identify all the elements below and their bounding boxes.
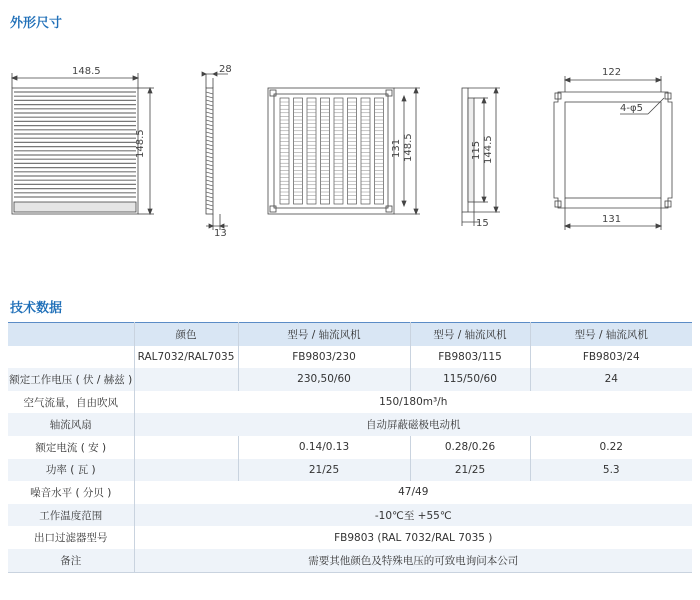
side-depth-label: 28 xyxy=(219,64,232,75)
table-row xyxy=(8,346,692,369)
table-row xyxy=(8,413,692,436)
table-row xyxy=(8,504,692,527)
table-row xyxy=(8,459,692,482)
cutout-width-label: 122 xyxy=(602,67,622,78)
table-row xyxy=(8,549,692,572)
filter-side-depth-label: 15 xyxy=(476,218,489,229)
table-cell: 0.22 xyxy=(530,436,692,459)
table-cell: 24 xyxy=(530,368,692,391)
table-cell xyxy=(134,368,238,391)
table-cell: 自动屏蔽磁极电动机 xyxy=(134,413,692,436)
dimensions-title: 外形尺寸 xyxy=(10,16,63,31)
table-cell: 21/25 xyxy=(238,459,410,482)
filter-side-outer-label: 144.5 xyxy=(483,135,494,164)
filter-inner-height-label: 131 xyxy=(391,138,402,158)
fan-height-label: 148.5 xyxy=(135,129,146,158)
table-cell: 150/180m³/h xyxy=(134,391,692,414)
row-label: 出口过滤器型号 xyxy=(34,532,108,545)
header-cell: 型号 / 轴流风机 xyxy=(410,323,530,346)
table-cell: 47/49 xyxy=(134,481,692,504)
fan-side-view xyxy=(202,72,228,230)
row-label: 轴流风扇 xyxy=(49,419,92,432)
filter-side-inner-label: 115 xyxy=(471,140,482,160)
table-row xyxy=(8,436,692,459)
table-row xyxy=(8,368,692,391)
header-cell: 型号 / 轴流风机 xyxy=(530,323,692,346)
fan-front-view xyxy=(12,73,154,214)
table-cell: 0.14/0.13 xyxy=(238,436,410,459)
table-cell: FB9803/230 xyxy=(238,346,410,369)
table-cell: 21/25 xyxy=(410,459,530,482)
filter-outer-height-label: 148.5 xyxy=(403,133,414,162)
table-cell: FB9803/24 xyxy=(530,346,692,369)
table-cell: 115/50/60 xyxy=(410,368,530,391)
dimension-drawings xyxy=(0,40,700,250)
side-flange-label: 13 xyxy=(214,228,227,239)
table-cell: 需要其他颜色及特殊电压的可致电询问本公司 xyxy=(134,549,692,572)
cutout-height-label: 131 xyxy=(602,214,622,225)
row-label: 功率 ( 瓦 ) xyxy=(45,464,96,477)
spec-table xyxy=(8,322,692,573)
table-cell: RAL7032/RAL7035 xyxy=(134,346,238,369)
table-row xyxy=(8,526,692,549)
cutout-holes-label: 4-φ5 xyxy=(620,103,643,114)
row-label xyxy=(8,346,134,369)
header-cell xyxy=(8,323,134,346)
row-label: 空气流量，自由吹风 xyxy=(23,396,118,409)
table-cell: FB9803/115 xyxy=(410,346,530,369)
fan-width-label: 148.5 xyxy=(72,66,101,77)
table-cell xyxy=(134,436,238,459)
table-row xyxy=(8,391,692,414)
row-label: 噪音水平 ( 分贝 ) xyxy=(30,486,112,499)
table-row xyxy=(8,481,692,504)
table-cell: 5.3 xyxy=(530,459,692,482)
cutout-view xyxy=(554,76,672,230)
table-cell: 230,50/60 xyxy=(238,368,410,391)
row-label: 额定电流 ( 安 ) xyxy=(35,441,107,454)
table-header-row xyxy=(8,323,692,346)
table-cell: -10℃至 +55℃ xyxy=(134,504,692,527)
row-label: 备注 xyxy=(60,554,82,567)
header-cell: 型号 / 轴流风机 xyxy=(238,323,410,346)
row-label: 额定工作电压 ( 伏 / 赫兹 ) xyxy=(9,373,133,386)
table-cell xyxy=(134,459,238,482)
row-label: 工作温度范围 xyxy=(39,509,103,522)
table-cell: 0.28/0.26 xyxy=(410,436,530,459)
table-cell: FB9803 (RAL 7032/RAL 7035 ) xyxy=(134,526,692,549)
header-cell: 颜色 xyxy=(134,323,238,346)
spec-title: 技术数据 xyxy=(10,301,63,316)
